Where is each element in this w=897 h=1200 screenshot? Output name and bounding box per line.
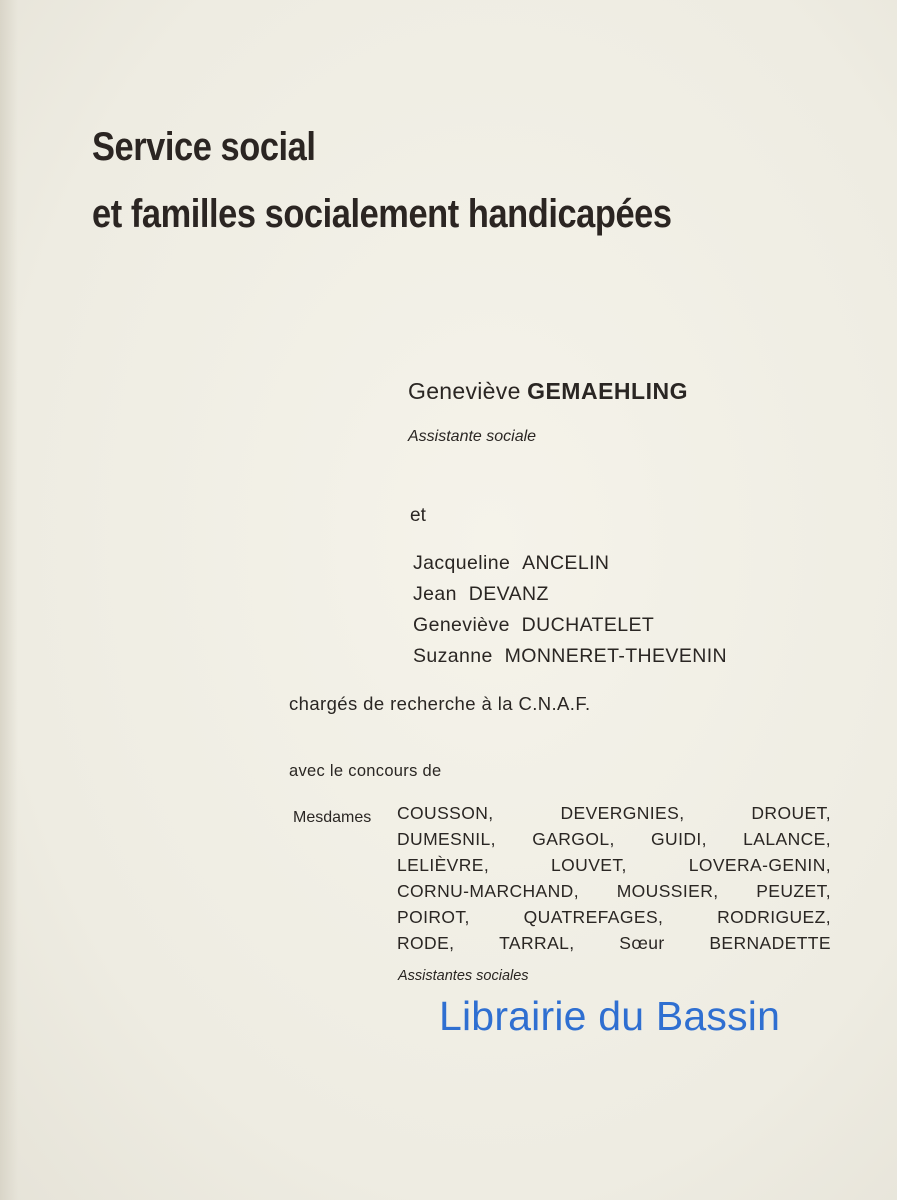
contributors-line <box>397 878 831 904</box>
contributor-name: LOVERA-GENIN, <box>688 855 831 875</box>
contributors-line <box>397 930 831 956</box>
contributor-name: GUIDI, <box>651 829 707 849</box>
co-author <box>413 548 727 579</box>
co-author-last-name: DUCHATELET <box>521 614 655 636</box>
contributors-line <box>397 904 831 930</box>
co-author-first-name: Jean <box>413 583 457 605</box>
co-author-first-name: Jacqueline <box>413 552 511 574</box>
title-line-1: Service social <box>92 125 316 169</box>
contributor-name: POIROT, <box>397 907 470 927</box>
bookseller-watermark: Librairie du Bassin <box>439 993 781 1039</box>
main-author-role: Assistante sociale <box>408 428 537 445</box>
contributor-name: LELIÈVRE, <box>397 855 490 875</box>
co-author-list <box>413 548 727 672</box>
co-author-first-name: Geneviève <box>413 614 510 636</box>
contributor-name: QUATREFAGES, <box>523 907 664 927</box>
contributors-role: Assistantes sociales <box>398 968 529 984</box>
contributor-name: RODE, <box>397 933 455 953</box>
contributor-name: DROUET, <box>751 803 831 823</box>
co-author-first-name: Suzanne <box>413 645 493 667</box>
main-author-last-name: GEMAEHLING <box>527 378 688 404</box>
co-author-last-name: ANCELIN <box>522 552 610 574</box>
page-fold-shadow <box>0 0 18 1200</box>
contributor-name: COUSSON, <box>397 803 494 823</box>
contributors-line <box>397 800 831 826</box>
contributor-name: BERNADETTE <box>709 933 831 953</box>
contributor-name: DUMESNIL, <box>397 829 496 849</box>
contributor-name: MOUSSIER, <box>616 881 719 901</box>
contributor-name: RODRIGUEZ, <box>717 907 831 927</box>
co-author-last-name: DEVANZ <box>468 583 549 605</box>
contributor-name: LOUVET, <box>551 855 627 875</box>
contributor-name: LALANCE, <box>743 829 831 849</box>
contributors-line <box>397 826 831 852</box>
contributor-name: GARGOL, <box>532 829 615 849</box>
contributors-line <box>397 852 831 878</box>
co-author <box>413 579 727 610</box>
contributor-name: DEVERGNIES, <box>560 803 685 823</box>
contribution-intro: avec le concours de <box>289 762 442 780</box>
contributors-label: Mesdames <box>293 809 372 826</box>
co-author-last-name: MONNERET-THEVENIN <box>504 645 728 667</box>
co-author <box>413 610 727 641</box>
contributor-name: TARRAL, <box>499 933 575 953</box>
co-author <box>413 641 727 672</box>
contributors-list <box>397 800 831 956</box>
conjunction: et <box>410 505 426 526</box>
contributor-name: Sœur <box>619 933 665 953</box>
title-line-2: et familles socialement handicapées <box>92 192 672 236</box>
main-author-first-name: Geneviève <box>408 378 521 404</box>
main-author <box>408 378 688 405</box>
contributor-name: PEUZET, <box>756 881 831 901</box>
research-note: chargés de recherche à la C.N.A.F. <box>289 693 591 714</box>
contributor-name: CORNU-MARCHAND, <box>397 881 579 901</box>
